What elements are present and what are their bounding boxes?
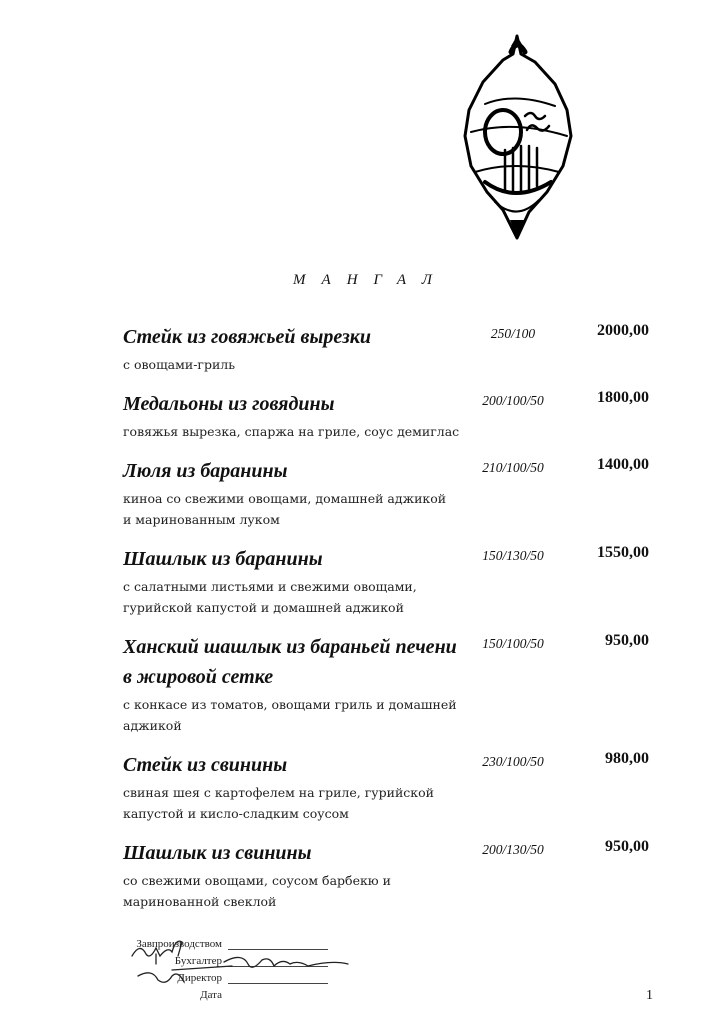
- item-weight: 250/100: [490, 326, 536, 341]
- page-number: 1: [646, 988, 653, 1003]
- item-description: свиная шея с картофелем на гриле, гурийской капустой и кисло-сладким соусом: [123, 785, 434, 821]
- item-price: 1800,00: [597, 389, 649, 406]
- item-name: Шашлык из баранины: [123, 548, 323, 570]
- signature-label: Директор: [177, 972, 222, 984]
- item-name: Люля из баранины: [123, 460, 288, 482]
- item-description: с салатными листьями и свежими овощами, гурийской капустой и домашней аджикой: [123, 579, 417, 615]
- item-weight: 150/130/50: [482, 548, 544, 563]
- item-weight: 230/100/50: [482, 754, 544, 769]
- signature-label: Бухгалтер: [174, 955, 222, 967]
- menu-item: [123, 750, 653, 824]
- signature-label: Дата: [200, 989, 222, 1001]
- menu-item: [123, 389, 653, 442]
- item-weight: 200/100/50: [482, 393, 544, 408]
- restaurant-logo-icon: [455, 32, 580, 242]
- menu-item: [123, 544, 653, 618]
- item-name: Медальоны из говядины: [123, 393, 335, 415]
- item-description: киноа со свежими овощами, домашней аджикой и маринованным луком: [123, 491, 447, 527]
- menu-item: [123, 838, 653, 912]
- item-description: с конкасе из томатов, овощами гриль и домашней аджикой: [123, 697, 457, 733]
- section-title: МАНГАЛ: [293, 272, 448, 288]
- menu-list: [123, 322, 653, 912]
- item-price: 1550,00: [597, 544, 649, 561]
- item-price: 980,00: [605, 750, 649, 767]
- item-weight: 200/130/50: [482, 842, 544, 857]
- item-price: 2000,00: [597, 322, 649, 339]
- item-name: Ханский шашлык из бараньей печени в жировой сетке: [123, 636, 457, 688]
- menu-item: [123, 632, 653, 736]
- item-price: 950,00: [605, 838, 649, 855]
- item-price: 950,00: [605, 632, 649, 649]
- item-name: Стейк из говяжьей вырезки: [123, 326, 372, 348]
- item-description: со свежими овощами, соусом барбекю и маринованной свеклой: [123, 873, 391, 909]
- item-weight: 150/100/50: [482, 636, 544, 651]
- item-name: Стейк из свинины: [123, 754, 288, 776]
- handwritten-signatures-icon: [112, 930, 357, 1002]
- item-price: 1400,00: [597, 456, 649, 473]
- item-weight: 210/100/50: [482, 460, 544, 475]
- signature-label: Завпроизводством: [136, 938, 222, 950]
- item-description: говяжья вырезка, спаржа на гриле, соус демиглас: [123, 424, 460, 439]
- menu-item: [123, 322, 653, 375]
- item-description: с овощами-гриль: [123, 357, 236, 372]
- item-name: Шашлык из свинины: [123, 842, 312, 864]
- menu-item: [123, 456, 653, 530]
